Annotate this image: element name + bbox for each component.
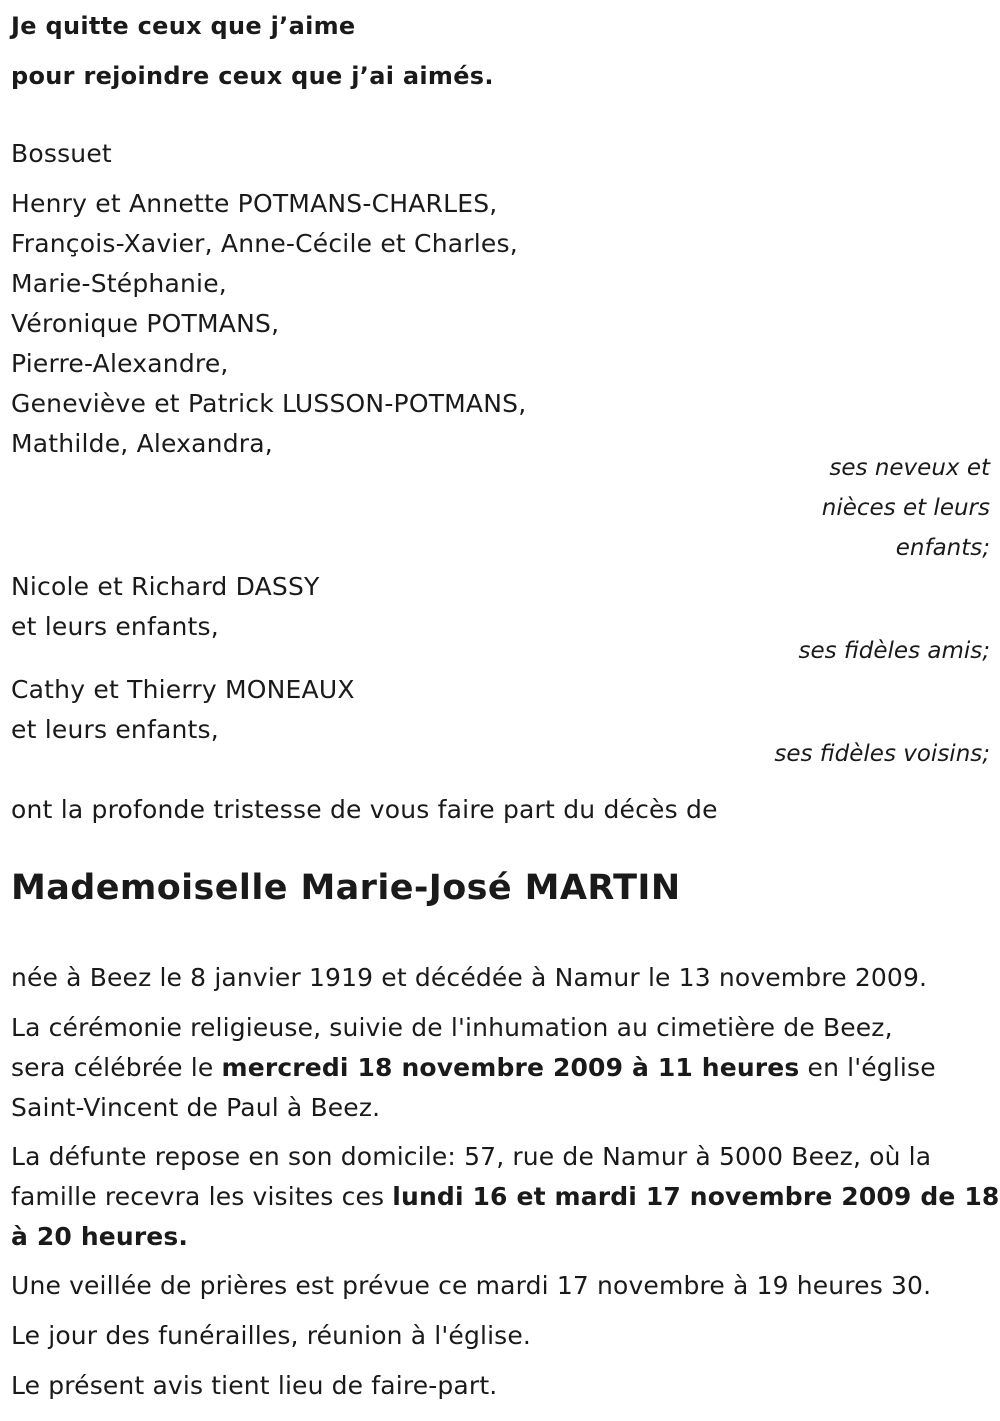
funeral-day-paragraph	[11, 1316, 991, 1356]
repose-line-3	[11, 1217, 991, 1257]
birth-death-paragraph	[11, 958, 991, 998]
family-name-line: Véronique POTMANS,	[11, 309, 280, 338]
family-friends-list	[11, 567, 320, 647]
ceremony-line-3: Saint-Vincent de Paul à Beez.	[11, 1093, 381, 1122]
ceremony-line-1: La cérémonie religieuse, suivie de l'inhumation au cimetière de Beez,	[11, 1013, 893, 1042]
vigil-paragraph	[11, 1266, 991, 1306]
family-name-line: Cathy et Thierry MONEAUX	[11, 675, 355, 704]
notice-paragraph	[11, 1366, 991, 1406]
relation-line: ses neveux et	[829, 455, 990, 481]
family-nephews-list	[11, 184, 526, 464]
ceremony-line-2-end: en l'église	[799, 1053, 936, 1082]
epigraph-author: Bossuet	[11, 139, 112, 168]
deceased-name: Mademoiselle Marie-José MARTIN	[11, 868, 681, 908]
family-name-line: et leurs enfants,	[11, 612, 219, 641]
friends-relation: ses fidèles amis;	[798, 638, 990, 664]
repose-line-2-start: famille recevra les visites ces	[11, 1182, 393, 1211]
family-name-line: Nicole et Richard DASSY	[11, 572, 320, 601]
announcement-text: ont la profonde tristesse de vous faire part du décès de	[11, 795, 718, 824]
visiting-dates: lundi 16 et mardi 17 novembre 2009 de 18	[392, 1182, 1000, 1211]
birth-death-line: née à Beez le 8 janvier 1919 et décédée à Namur le 13 novembre 2009.	[11, 963, 928, 992]
relation-line: enfants;	[895, 535, 990, 561]
family-name-line: Henry et Annette POTMANS-CHARLES,	[11, 189, 498, 218]
ceremony-line-2-start: sera célébrée le	[11, 1053, 222, 1082]
family-name-line: Mathilde, Alexandra,	[11, 429, 273, 458]
relation-line: nièces et leurs	[821, 495, 990, 521]
family-name-line: François-Xavier, Anne-Cécile et Charles,	[11, 229, 518, 258]
vigil-line: Une veillée de prières est prévue ce mardi 17 novembre à 19 heures 30.	[11, 1271, 932, 1300]
family-name-line: Geneviève et Patrick LUSSON-POTMANS,	[11, 389, 527, 418]
family-name-line: Marie-Stéphanie,	[11, 269, 227, 298]
ceremony-date: mercredi 18 novembre 2009 à 11 heures	[221, 1053, 800, 1082]
notice-line: Le présent avis tient lieu de faire-part.	[11, 1371, 498, 1400]
family-name-line: Pierre-Alexandre,	[11, 349, 229, 378]
visiting-hours: à 20 heures.	[11, 1222, 189, 1251]
repose-line-2	[11, 1177, 1000, 1217]
repose-paragraph	[11, 1137, 1000, 1257]
nephews-relation	[822, 448, 990, 568]
family-name-line: et leurs enfants,	[11, 715, 219, 744]
funeral-day-line: Le jour des funérailles, réunion à l'église.	[11, 1321, 531, 1350]
epigraph-line-2: pour rejoindre ceux que j’ai aimés.	[11, 62, 494, 90]
ceremony-line-2	[11, 1048, 991, 1088]
epigraph-line-1: Je quitte ceux que j’aime	[11, 12, 356, 40]
family-neighbours-list	[11, 670, 355, 750]
neighbours-relation: ses fidèles voisins;	[774, 741, 990, 767]
ceremony-paragraph	[11, 1008, 991, 1128]
repose-line-1: La défunte repose en son domicile: 57, rue de Namur à 5000 Beez, où la	[11, 1142, 932, 1171]
